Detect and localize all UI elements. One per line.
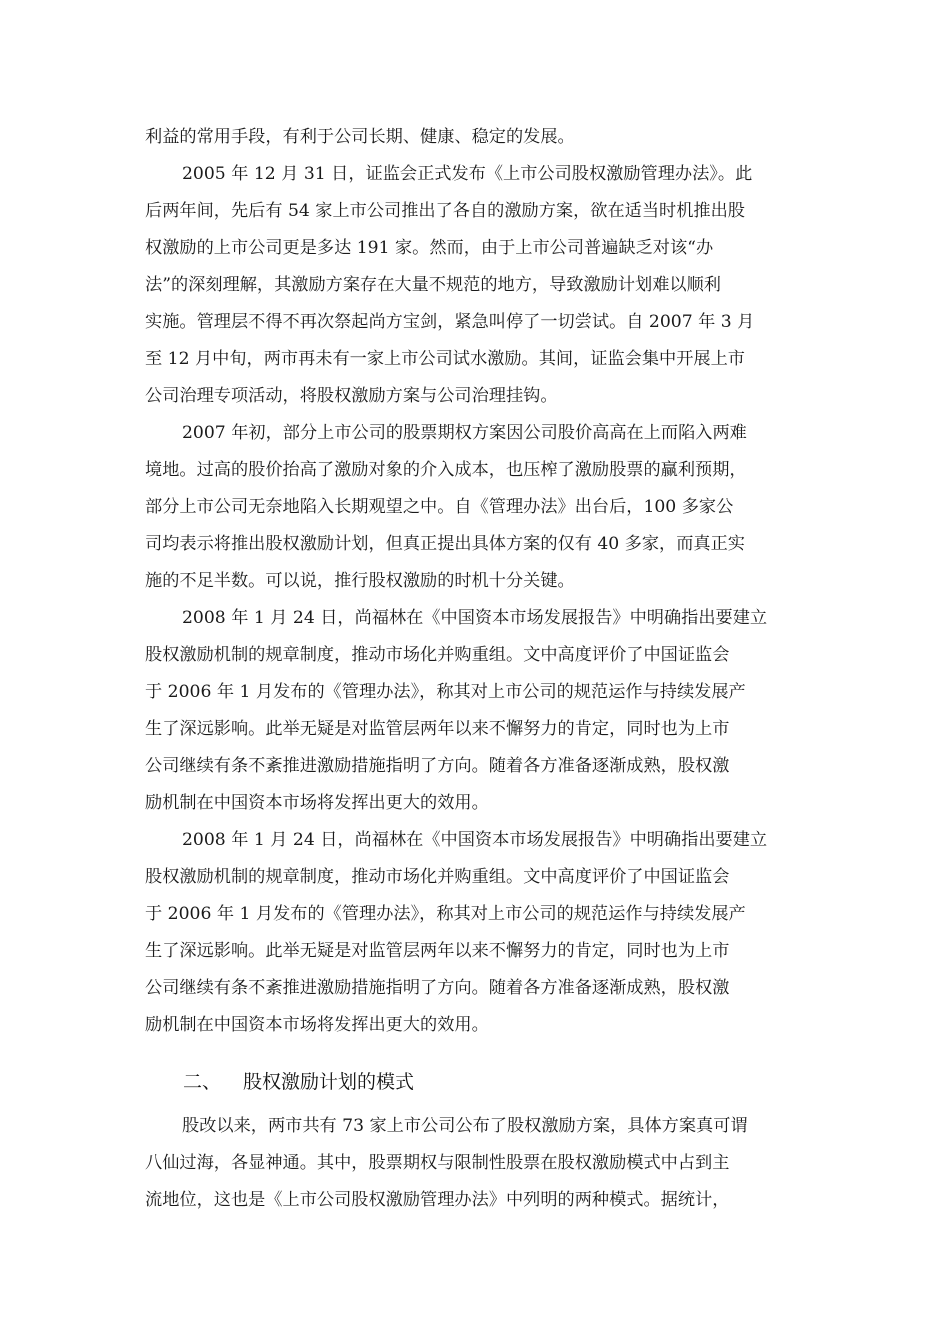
paragraph-line: 股权激励机制的规章制度，推动市场化并购重组。文中高度评价了中国证监会 xyxy=(145,867,730,887)
paragraph-line: 权激励的上市公司更是多达 191 家。然而，由于上市公司普遍缺乏对该“办 xyxy=(145,238,714,258)
paragraph-line: 八仙过海，各显神通。其中，股票期权与限制性股票在股权激励模式中占到主 xyxy=(145,1153,730,1173)
section-number: 二、 xyxy=(183,1071,222,1093)
paragraph-line: 司均表示将推出股权激励计划，但真正提出具体方案的仅有 40 多家，而真正实 xyxy=(145,534,745,554)
paragraph-line: 实施。管理层不得不再次祭起尚方宝剑，紧急叫停了一切尝试。自 2007 年 3 月 xyxy=(145,312,755,332)
paragraph-line: 2008 年 1 月 24 日，尚福林在《中国资本市场发展报告》中明确指出要建立 xyxy=(182,608,768,628)
section-heading xyxy=(183,1062,414,1102)
paragraph-line: 于 2006 年 1 月发布的《管理办法》，称其对上市公司的规范运作与持续发展产 xyxy=(145,904,746,924)
paragraph-line: 至 12 月中旬，两市再未有一家上市公司试水激励。其间，证监会集中开展上市 xyxy=(145,349,745,369)
paragraph-line: 于 2006 年 1 月发布的《管理办法》，称其对上市公司的规范运作与持续发展产 xyxy=(145,682,746,702)
paragraph-line: 利益的常用手段，有利于公司长期、健康、稳定的发展。 xyxy=(145,127,575,147)
paragraph-line: 部分上市公司无奈地陷入长期观望之中。自《管理办法》出台后，100 多家公 xyxy=(145,497,734,517)
paragraph-line: 2007 年初，部分上市公司的股票期权方案因公司股价高高在上而陷入两难 xyxy=(182,423,747,443)
paragraph-line: 流地位，这也是《上市公司股权激励管理办法》中列明的两种模式。据统计， xyxy=(145,1190,730,1210)
section-title: 股权激励计划的模式 xyxy=(243,1071,415,1093)
paragraph-line: 公司治理专项活动，将股权激励方案与公司治理挂钩。 xyxy=(145,386,558,406)
paragraph-line: 施的不足半数。可以说，推行股权激励的时机十分关键。 xyxy=(145,571,575,591)
paragraph-line: 境地。过高的股价抬高了激励对象的介入成本，也压榨了激励股票的赢利预期， xyxy=(145,460,747,480)
body-text-upper xyxy=(145,119,810,1044)
paragraph-line: 公司继续有条不紊推进激励措施指明了方向。随着各方准备逐渐成熟，股权激 xyxy=(145,756,730,776)
paragraph-line: 股改以来，两市共有 73 家上市公司公布了股权激励方案，具体方案真可谓 xyxy=(182,1116,748,1136)
paragraph-line: 股权激励机制的规章制度，推动市场化并购重组。文中高度评价了中国证监会 xyxy=(145,645,730,665)
paragraph-line: 后两年间，先后有 54 家上市公司推出了各自的激励方案，欲在适当时机推出股 xyxy=(145,201,745,221)
paragraph-line: 2008 年 1 月 24 日，尚福林在《中国资本市场发展报告》中明确指出要建立 xyxy=(182,830,768,850)
body-text-lower xyxy=(145,1108,810,1219)
paragraph-line: 2005 年 12 月 31 日，证监会正式发布《上市公司股权激励管理办法》。此 xyxy=(182,164,753,184)
paragraph-line: 励机制在中国资本市场将发挥出更大的效用。 xyxy=(145,793,489,813)
paragraph-line: 生了深远影响。此举无疑是对监管层两年以来不懈努力的肯定，同时也为上市 xyxy=(145,941,730,961)
paragraph-line: 励机制在中国资本市场将发挥出更大的效用。 xyxy=(145,1015,489,1035)
paragraph-line: 法”的深刻理解，其激励方案存在大量不规范的地方，导致激励计划难以顺利 xyxy=(145,275,721,295)
paragraph-line: 公司继续有条不紊推进激励措施指明了方向。随着各方准备逐渐成熟，股权激 xyxy=(145,978,730,998)
paragraph-line: 生了深远影响。此举无疑是对监管层两年以来不懈努力的肯定，同时也为上市 xyxy=(145,719,730,739)
